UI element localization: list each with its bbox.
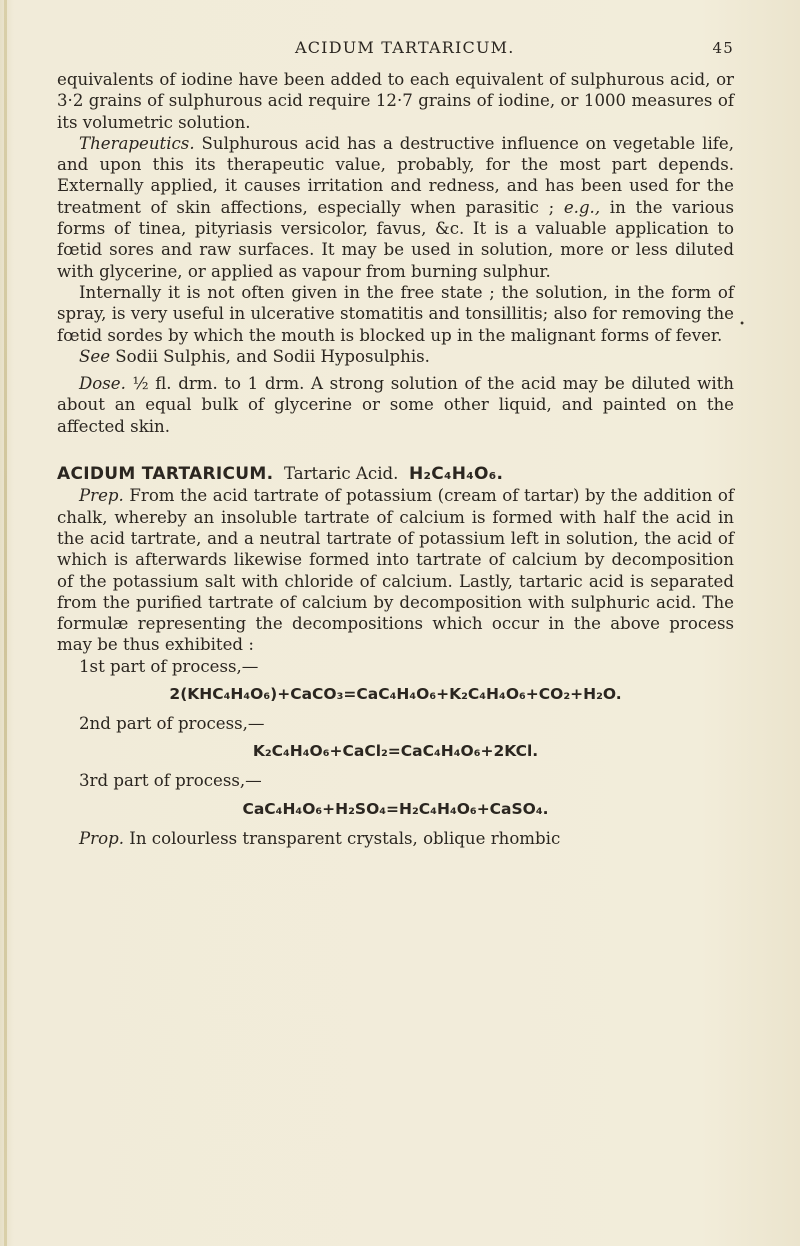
- paragraph-internally: Internally it is not often given in the free state ; the solution, in the form of spray, is very useful in ulcerative stomatitis and tonsillitis; also for removing the fœtid sordes by which the mouth is blocked up in the malignant forms of fever.: [57, 282, 734, 345]
- section-title: ACIDUM TARTARICUM.: [57, 464, 274, 485]
- dose-text: ½ fl. drm. to 1 drm. A strong solution of the acid may be diluted with about an equal bulk of glycerine or some other liquid, and painted on the affected skin.: [57, 374, 734, 436]
- prep-text: From the acid tartrate of potassium (cream of tartar) by the addition of chalk, whereby an insoluble tartrate of calcium is formed with half the acid in the acid tartrate, and a neutral tartrate of potassium left in solution, the acid of which is afterwards likewise formed into tartrate of calcium by decomposition of the potassium salt with chloride of calcium. Lastly, tartaric acid is separated from the purified tartrate of calcium by decomposition with sulphuric acid. The formulæ representing the decompositions which occur in the above process may be thus exhibited :: [57, 486, 734, 655]
- paragraph-therapeutics: [57, 133, 734, 282]
- therapeutics-label: Therapeutics.: [79, 133, 195, 153]
- paragraph-equivalents: equivalents of iodine have been added to each equivalent of sulphurous acid, or 3·2 grains of sulphurous acid require 12·7 grains of iodine, or 1000 measures of its volumetric solution.: [57, 70, 734, 132]
- therapeutics-text-rest: in the various forms of tinea, pityriasis versicolor, favus, &c. It is a valuable application to fœtid sores and raw surfaces. It may be used in solution, more or less diluted with glycerine, or applied as vapour from burning sulphur.: [57, 197, 734, 281]
- eg-abbrev: e.g.,: [563, 197, 601, 217]
- process-part-1-formula: 2(KHC₄H₄O₆)+CaCO₃=CaC₄H₄O₆+K₂C₄H₄O₆+CO₂+H₂O.: [169, 685, 622, 704]
- process-part-2-label: 2nd part of process,—: [79, 714, 265, 734]
- dose-label: Dose.: [79, 374, 126, 394]
- process-part-2-formula: K₂C₄H₄O₆+CaCl₂=CaC₄H₄O₆+2KCl.: [252, 742, 539, 761]
- paragraph-see: [57, 346, 734, 367]
- see-text: Sodii Sulphis, and Sodii Hyposulphis.: [110, 346, 430, 366]
- process-part-1-label: 1st part of process,—: [79, 656, 259, 676]
- prep-label: Prep.: [79, 486, 124, 506]
- therapeutics-text: Sulphurous acid has a destructive influence on vegetable life, and upon this its therapeutic value, probably, for the most part depends. Externally applied, it causes irritation and redness, and has been used for the treatment of skin affections, especially when parasitic ;: [57, 133, 734, 217]
- section-heading: [57, 463, 734, 485]
- section-common-name: Tartaric Acid.: [283, 464, 399, 484]
- section-formula: H₂C₄H₄O₆.: [408, 464, 504, 485]
- process-part-3-formula: CaC₄H₄O₆+H₂SO₄=H₂C₄H₄O₆+CaSO₄.: [242, 799, 549, 818]
- running-header: [57, 38, 734, 57]
- running-title: ACIDUM TARTARICUM.: [294, 38, 515, 57]
- process-part-3-label: 3rd part of process,—: [79, 771, 262, 791]
- paragraph-prop: [57, 828, 734, 849]
- margin-dot: •: [739, 319, 745, 330]
- page-number: 45: [712, 39, 734, 57]
- prop-text: In colourless transparent crystals, oblique rhombic: [124, 828, 561, 848]
- prop-label: Prop.: [79, 828, 124, 848]
- see-label: See: [79, 346, 111, 366]
- page-edge-shadow: [4, 0, 7, 1246]
- paragraph-dose: [57, 373, 734, 437]
- paragraph-prep: [57, 485, 734, 655]
